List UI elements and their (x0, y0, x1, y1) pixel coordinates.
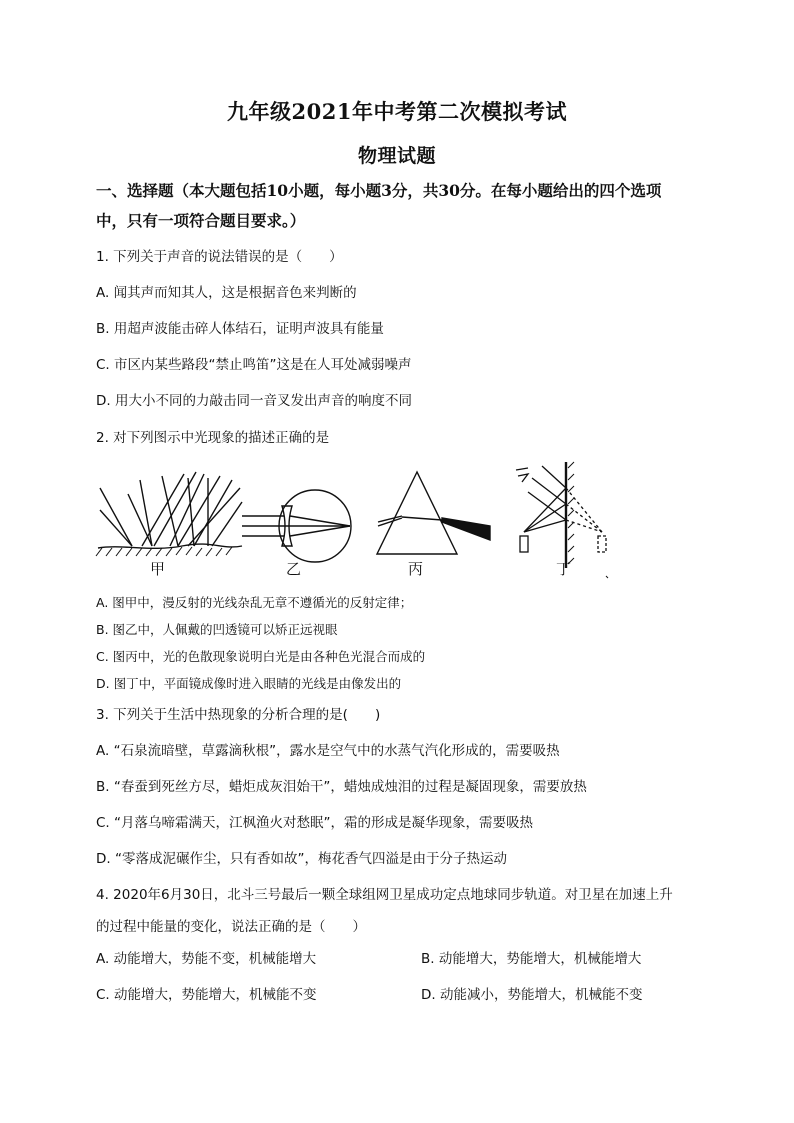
figure-label-ding: 丁 (556, 560, 572, 578)
figure-bing-prism (377, 472, 490, 554)
figure-yi-eye-lens (242, 490, 351, 562)
q3-stem: 3. 下列关于生活中热现象的分析合理的是( ) (96, 707, 381, 723)
q4-stem-line2: 的过程中能量的变化，说法正确的是（ ） (96, 919, 366, 935)
q3-option-d: D. “零落成泥碾作尘，只有香如故”，梅花香气四溢是由于分子热运动 (96, 851, 507, 867)
q4-stem-line1: 4. 2020年6月30日，北斗三号最后一颗全球组网卫星成功定点地球同步轨道。对卫星在加速上升 (96, 887, 673, 903)
figure-label-bing: 丙 (408, 560, 424, 578)
section-heading-line2: 中，只有一项符合题目要求。） (96, 211, 306, 230)
figure-jia-diffuse-reflection (96, 472, 242, 556)
q2-option-d: D. 图丁中，平面镜成像时进入眼睛的光线是由像发出的 (96, 676, 402, 691)
figure-label-yi: 乙 (286, 560, 302, 578)
q1-stem: 1. 下列关于声音的说法错误的是（ ） (96, 249, 343, 265)
section-heading-line1: 一、选择题（本大题包括10小题，每小题3分，共30分。在每小题给出的四个选项 (96, 181, 662, 200)
q2-option-a: A. 图甲中，漫反射的光线杂乱无章不遵循光的反射定律； (96, 595, 413, 610)
q3-option-c: C. “月落乌啼霜满天，江枫渔火对愁眠”，霜的形成是凝华现象，需要吸热 (96, 815, 533, 831)
q4-option-a: A. 动能增大，势能不变，机械能增大 (96, 951, 317, 967)
q1-option-d: D. 用大小不同的力敲击同一音叉发出声音的响度不同 (96, 393, 412, 409)
q4-option-d: D. 动能减小，势能增大，机械能不变 (421, 987, 643, 1003)
figure-ding-plane-mirror (516, 462, 606, 568)
q4-option-b: B. 动能增大，势能增大，机械能增大 (421, 951, 642, 967)
exam-title: 九年级2021年中考第二次模拟考试 (227, 99, 567, 124)
q1-option-c: C. 市区内某些路段“禁止鸣笛”这是在人耳处减弱噪声 (96, 357, 412, 373)
q2-stem: 2. 对下列图示中光现象的描述正确的是 (96, 430, 330, 446)
q1-option-a: A. 闻其声而知其人，这是根据音色来判断的 (96, 285, 357, 301)
exam-subtitle: 物理试题 (357, 145, 436, 167)
q3-option-a: A. “石泉流暗壁，草露滴秋根”，露水是空气中的水蒸气汽化形成的，需要吸热 (96, 743, 560, 759)
q1-option-b: B. 用超声波能击碎人体结石，证明声波具有能量 (96, 321, 384, 337)
q3-option-b: B. “春蚕到死丝方尽，蜡炬成灰泪始干”，蜡烛成烛泪的过程是凝固现象，需要放热 (96, 779, 587, 795)
q2-option-b: B. 图乙中，人佩戴的凹透镜可以矫正远视眼 (96, 622, 338, 637)
figure-label-jia: 甲 (150, 560, 166, 578)
optics-figure (92, 458, 612, 582)
q4-option-c: C. 动能增大，势能增大，机械能不变 (96, 987, 317, 1003)
q2-option-c: C. 图丙中，光的色散现象说明白光是由各种色光混合而成的 (96, 649, 426, 664)
